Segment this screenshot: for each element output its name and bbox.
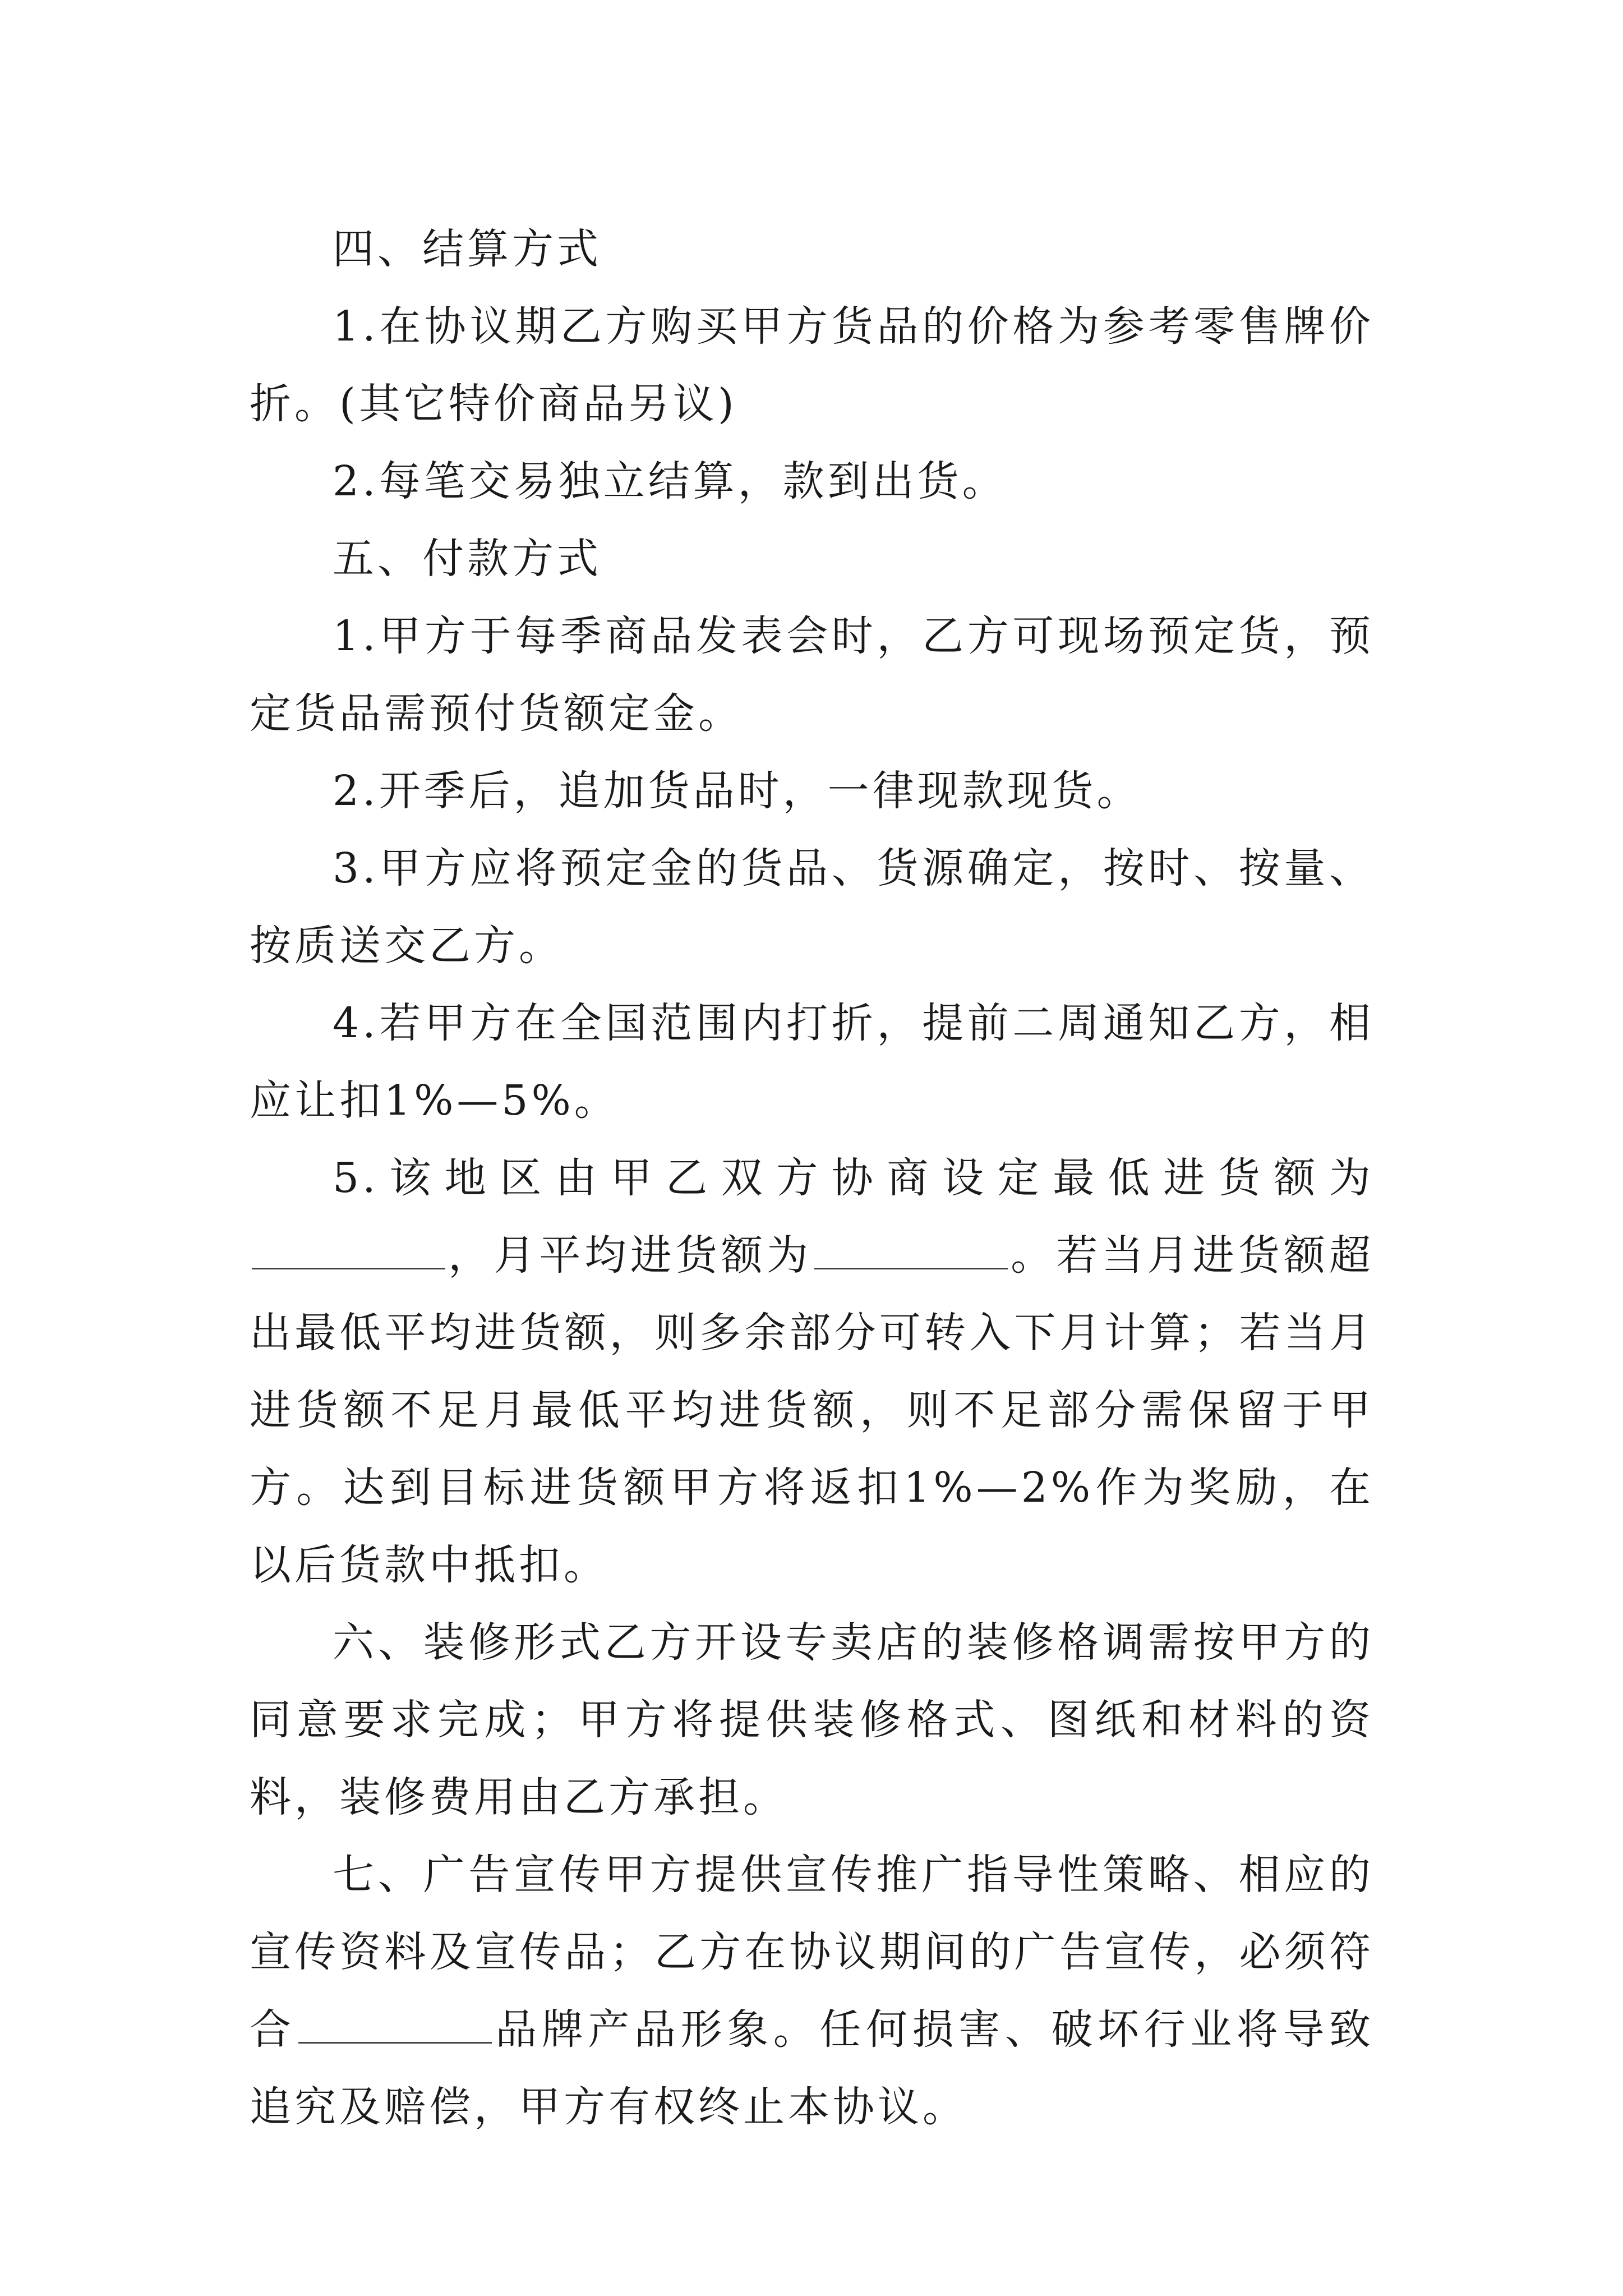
section7-part1: 七、广告宣传甲方提供宣传推广指导性策略、相应的宣传资料及宣传品；乙方在协议期间的广告宣传，必须符合	[250, 1851, 1374, 2054]
section4-item2: 2.每笔交易独立结算，款到出货。	[333, 457, 1007, 505]
section5-item5-part1: 5.该地区由甲乙双方协商设定最低进货额为	[333, 1154, 1374, 1202]
section5-item4: 4.若甲方在全国范围内打折，提前二周通知乙方，相应让扣1%—5%。	[250, 999, 1374, 1125]
section7-part2: 品牌产品形象。任何损害、破坏行业将导致追究及赔偿，甲方有权终止本协议。	[250, 2005, 1375, 2131]
document-body	[250, 210, 1374, 2146]
brand-name-blank[interactable]	[298, 2007, 492, 2044]
section7-text	[250, 1836, 1374, 2146]
section4-item1: 1.在协议期乙方购买甲方货品的价格为参考零售牌价折。(其它特价商品另议)	[250, 302, 1374, 428]
section5-heading: 五、付款方式	[333, 535, 602, 583]
section4-heading: 四、结算方式	[333, 225, 602, 273]
section5-item1: 1.甲方于每季商品发表会时，乙方可现场预定货，预定货品需预付货额定金。	[250, 612, 1374, 738]
section6-text: 六、装修形式乙方开设专卖店的装修格调需按甲方的同意要求完成；甲方将提供装修格式、图纸和材料的资料，装修费用由乙方承担。	[250, 1618, 1374, 1821]
section5-item2: 2.开季后，追加货品时，一律现款现货。	[333, 767, 1142, 815]
monthly-average-blank[interactable]	[814, 1233, 1008, 1269]
section5-item5-part3: 。若当月进货额超出最低平均进货额，则多余部分可转入下月计算；若当月进货额不足月最低平均进货额，则不足部分需保留于甲方。达到目标进货额甲方将返扣1%—2%作为奖励，在以后货款中抵扣。	[250, 1231, 1375, 1589]
section5-item3: 3.甲方应将预定金的货品、货源确定，按时、按量、按质送交乙方。	[250, 844, 1374, 970]
section5-item5	[250, 1139, 1374, 1604]
min-purchase-blank[interactable]	[252, 1233, 445, 1269]
section5-item5-part2: ，月平均进货额为	[448, 1231, 813, 1280]
